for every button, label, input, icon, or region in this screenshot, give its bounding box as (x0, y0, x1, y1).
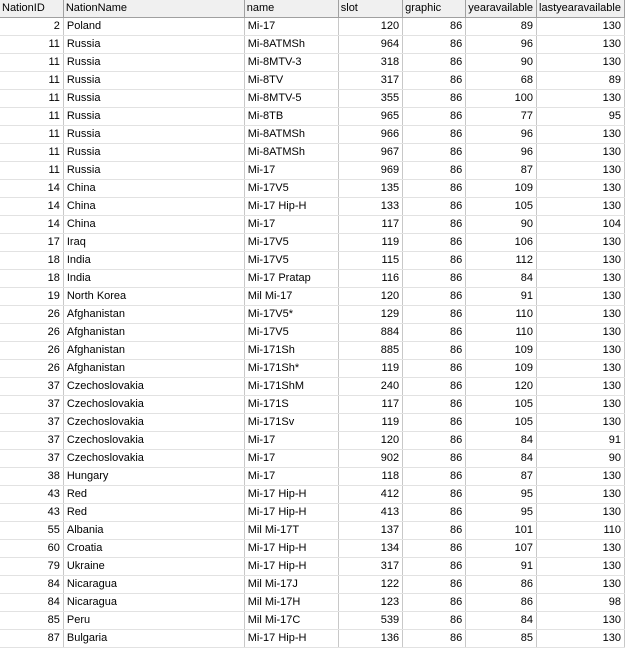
cell-name[interactable]: Mi-17V5 (244, 234, 338, 252)
cell-slot[interactable]: 355 (338, 90, 402, 108)
cell-name[interactable]: Mi-171Sh* (244, 360, 338, 378)
cell-year-available[interactable]: 96 (466, 36, 537, 54)
cell-name[interactable]: Mi-17 Hip-H (244, 504, 338, 522)
cell-last-year-available[interactable]: 130 (537, 18, 625, 36)
cell-name[interactable]: Mil Mi-17H (244, 594, 338, 612)
cell-slot[interactable]: 123 (338, 594, 402, 612)
cell-last-year-available[interactable]: 130 (537, 126, 625, 144)
cell-year-available[interactable]: 106 (466, 234, 537, 252)
cell-slot[interactable]: 317 (338, 72, 402, 90)
cell-name[interactable]: Mi-17 Hip-H (244, 540, 338, 558)
table-row[interactable] (0, 342, 625, 360)
cell-year-available[interactable]: 84 (466, 270, 537, 288)
cell-last-year-available[interactable]: 130 (537, 180, 625, 198)
cell-nation-id[interactable]: 11 (0, 108, 63, 126)
table-row[interactable] (0, 432, 625, 450)
cell-year-available[interactable]: 120 (466, 378, 537, 396)
cell-last-year-available[interactable]: 130 (537, 360, 625, 378)
cell-graphic[interactable]: 86 (403, 288, 466, 306)
cell-graphic[interactable]: 86 (403, 396, 466, 414)
cell-year-available[interactable]: 86 (466, 576, 537, 594)
cell-nation-id[interactable]: 84 (0, 576, 63, 594)
cell-year-available[interactable]: 87 (466, 468, 537, 486)
cell-graphic[interactable]: 86 (403, 270, 466, 288)
cell-year-available[interactable]: 100 (466, 90, 537, 108)
cell-graphic[interactable]: 86 (403, 144, 466, 162)
cell-nation-id[interactable]: 11 (0, 36, 63, 54)
cell-nation-name[interactable]: Czechoslovakia (63, 432, 244, 450)
cell-nation-id[interactable]: 11 (0, 72, 63, 90)
cell-nation-name[interactable]: Albania (63, 522, 244, 540)
cell-name[interactable]: Mi-17V5 (244, 180, 338, 198)
cell-graphic[interactable]: 86 (403, 108, 466, 126)
cell-year-available[interactable]: 109 (466, 360, 537, 378)
cell-nation-id[interactable]: 87 (0, 630, 63, 648)
cell-name[interactable]: Mi-17 Hip-H (244, 198, 338, 216)
cell-graphic[interactable]: 86 (403, 216, 466, 234)
cell-nation-id[interactable]: 37 (0, 396, 63, 414)
table-row[interactable] (0, 540, 625, 558)
cell-last-year-available[interactable]: 130 (537, 270, 625, 288)
cell-nation-name[interactable]: Czechoslovakia (63, 414, 244, 432)
cell-graphic[interactable]: 86 (403, 234, 466, 252)
cell-nation-name[interactable]: Russia (63, 108, 244, 126)
cell-nation-id[interactable]: 43 (0, 504, 63, 522)
cell-nation-name[interactable]: Russia (63, 72, 244, 90)
cell-slot[interactable]: 902 (338, 450, 402, 468)
cell-slot[interactable]: 120 (338, 288, 402, 306)
cell-slot[interactable]: 117 (338, 216, 402, 234)
cell-name[interactable]: Mi-17 (244, 468, 338, 486)
cell-slot[interactable]: 120 (338, 18, 402, 36)
cell-nation-name[interactable]: Nicaragua (63, 594, 244, 612)
grid-header-row (0, 0, 625, 18)
table-row[interactable] (0, 504, 625, 522)
column-header-graphic[interactable]: graphic (403, 0, 466, 18)
table-row[interactable] (0, 522, 625, 540)
cell-slot[interactable]: 116 (338, 270, 402, 288)
cell-nation-name[interactable]: North Korea (63, 288, 244, 306)
table-row[interactable] (0, 558, 625, 576)
table-row[interactable] (0, 90, 625, 108)
cell-slot[interactable]: 135 (338, 180, 402, 198)
cell-graphic[interactable]: 86 (403, 198, 466, 216)
cell-nation-name[interactable]: Croatia (63, 540, 244, 558)
cell-year-available[interactable]: 112 (466, 252, 537, 270)
table-row[interactable] (0, 126, 625, 144)
table-row[interactable] (0, 270, 625, 288)
cell-nation-id[interactable]: 55 (0, 522, 63, 540)
cell-year-available[interactable]: 91 (466, 288, 537, 306)
cell-name[interactable]: Mi-8MTV-3 (244, 54, 338, 72)
cell-last-year-available[interactable]: 130 (537, 198, 625, 216)
cell-year-available[interactable]: 109 (466, 342, 537, 360)
cell-slot[interactable]: 885 (338, 342, 402, 360)
table-row[interactable] (0, 108, 625, 126)
cell-slot[interactable]: 969 (338, 162, 402, 180)
cell-name[interactable]: Mi-8ATMSh (244, 126, 338, 144)
cell-graphic[interactable]: 86 (403, 504, 466, 522)
column-header-year-available[interactable]: yearavailable (466, 0, 537, 18)
cell-nation-name[interactable]: Russia (63, 144, 244, 162)
column-header-nation-name[interactable]: NationName (63, 0, 244, 18)
table-row[interactable] (0, 414, 625, 432)
cell-graphic[interactable]: 86 (403, 450, 466, 468)
table-row[interactable] (0, 198, 625, 216)
cell-last-year-available[interactable]: 89 (537, 72, 625, 90)
cell-graphic[interactable]: 86 (403, 594, 466, 612)
cell-name[interactable]: Mi-17 (244, 216, 338, 234)
cell-name[interactable]: Mi-171ShM (244, 378, 338, 396)
cell-nation-id[interactable]: 85 (0, 612, 63, 630)
table-row[interactable] (0, 252, 625, 270)
cell-name[interactable]: Mil Mi-17C (244, 612, 338, 630)
cell-year-available[interactable]: 90 (466, 54, 537, 72)
table-row[interactable] (0, 72, 625, 90)
cell-last-year-available[interactable]: 130 (537, 162, 625, 180)
cell-nation-name[interactable]: Afghanistan (63, 342, 244, 360)
cell-slot[interactable]: 119 (338, 234, 402, 252)
cell-slot[interactable]: 317 (338, 558, 402, 576)
cell-name[interactable]: Mi-8ATMSh (244, 144, 338, 162)
cell-slot[interactable]: 967 (338, 144, 402, 162)
cell-slot[interactable]: 413 (338, 504, 402, 522)
cell-nation-name[interactable]: Peru (63, 612, 244, 630)
cell-nation-name[interactable]: Ukraine (63, 558, 244, 576)
cell-nation-id[interactable]: 18 (0, 270, 63, 288)
cell-year-available[interactable]: 95 (466, 486, 537, 504)
cell-nation-id[interactable]: 38 (0, 468, 63, 486)
cell-last-year-available[interactable]: 90 (537, 450, 625, 468)
cell-nation-name[interactable]: Afghanistan (63, 324, 244, 342)
column-header-name[interactable]: name (244, 0, 338, 18)
cell-nation-name[interactable]: Afghanistan (63, 306, 244, 324)
cell-name[interactable]: Mi-8TB (244, 108, 338, 126)
cell-slot[interactable]: 965 (338, 108, 402, 126)
cell-year-available[interactable]: 89 (466, 18, 537, 36)
cell-name[interactable]: Mi-171Sv (244, 414, 338, 432)
cell-graphic[interactable]: 86 (403, 522, 466, 540)
cell-year-available[interactable]: 87 (466, 162, 537, 180)
cell-nation-id[interactable]: 26 (0, 306, 63, 324)
cell-nation-id[interactable]: 26 (0, 360, 63, 378)
table-row[interactable] (0, 468, 625, 486)
cell-last-year-available[interactable]: 91 (537, 432, 625, 450)
cell-nation-id[interactable]: 60 (0, 540, 63, 558)
cell-graphic[interactable]: 86 (403, 468, 466, 486)
cell-name[interactable]: Mi-17V5* (244, 306, 338, 324)
cell-last-year-available[interactable]: 130 (537, 612, 625, 630)
cell-nation-id[interactable]: 2 (0, 18, 63, 36)
cell-year-available[interactable]: 68 (466, 72, 537, 90)
cell-graphic[interactable]: 86 (403, 630, 466, 648)
cell-slot[interactable]: 129 (338, 306, 402, 324)
cell-year-available[interactable]: 85 (466, 630, 537, 648)
cell-last-year-available[interactable]: 110 (537, 522, 625, 540)
cell-name[interactable]: Mil Mi-17T (244, 522, 338, 540)
cell-graphic[interactable]: 86 (403, 162, 466, 180)
cell-year-available[interactable]: 101 (466, 522, 537, 540)
cell-nation-name[interactable]: Czechoslovakia (63, 450, 244, 468)
cell-nation-id[interactable]: 37 (0, 432, 63, 450)
column-header-last-year-available[interactable]: lastyearavailable (537, 0, 625, 18)
cell-nation-name[interactable]: Russia (63, 162, 244, 180)
cell-name[interactable]: Mil Mi-17J (244, 576, 338, 594)
cell-name[interactable]: Mi-17 Hip-H (244, 558, 338, 576)
cell-year-available[interactable]: 110 (466, 306, 537, 324)
cell-slot[interactable]: 964 (338, 36, 402, 54)
table-row[interactable] (0, 54, 625, 72)
cell-name[interactable]: Mi-17 (244, 162, 338, 180)
cell-slot[interactable]: 539 (338, 612, 402, 630)
cell-graphic[interactable]: 86 (403, 414, 466, 432)
cell-slot[interactable]: 136 (338, 630, 402, 648)
cell-graphic[interactable]: 86 (403, 540, 466, 558)
cell-graphic[interactable]: 86 (403, 576, 466, 594)
cell-last-year-available[interactable]: 104 (537, 216, 625, 234)
cell-slot[interactable]: 884 (338, 324, 402, 342)
cell-nation-id[interactable]: 37 (0, 414, 63, 432)
table-row[interactable] (0, 576, 625, 594)
table-row[interactable] (0, 450, 625, 468)
cell-last-year-available[interactable]: 130 (537, 234, 625, 252)
cell-year-available[interactable]: 96 (466, 144, 537, 162)
cell-nation-id[interactable]: 37 (0, 378, 63, 396)
table-row[interactable] (0, 144, 625, 162)
cell-name[interactable]: Mi-8MTV-5 (244, 90, 338, 108)
cell-nation-name[interactable]: Russia (63, 36, 244, 54)
cell-nation-name[interactable]: China (63, 216, 244, 234)
cell-last-year-available[interactable]: 130 (537, 144, 625, 162)
cell-last-year-available[interactable]: 130 (537, 342, 625, 360)
cell-name[interactable]: Mi-8TV (244, 72, 338, 90)
cell-name[interactable]: Mi-171S (244, 396, 338, 414)
table-row[interactable] (0, 162, 625, 180)
cell-nation-name[interactable]: India (63, 270, 244, 288)
cell-slot[interactable]: 137 (338, 522, 402, 540)
cell-nation-name[interactable]: Czechoslovakia (63, 378, 244, 396)
table-row[interactable] (0, 18, 625, 36)
cell-nation-name[interactable]: China (63, 180, 244, 198)
table-row[interactable] (0, 324, 625, 342)
table-row[interactable] (0, 612, 625, 630)
cell-graphic[interactable]: 86 (403, 558, 466, 576)
cell-nation-id[interactable]: 14 (0, 180, 63, 198)
cell-nation-name[interactable]: Poland (63, 18, 244, 36)
cell-year-available[interactable]: 105 (466, 198, 537, 216)
cell-nation-name[interactable]: China (63, 198, 244, 216)
cell-last-year-available[interactable]: 130 (537, 36, 625, 54)
cell-year-available[interactable]: 77 (466, 108, 537, 126)
cell-nation-name[interactable]: Russia (63, 54, 244, 72)
cell-last-year-available[interactable]: 130 (537, 576, 625, 594)
cell-year-available[interactable]: 105 (466, 396, 537, 414)
cell-last-year-available[interactable]: 130 (537, 306, 625, 324)
cell-last-year-available[interactable]: 130 (537, 324, 625, 342)
cell-nation-name[interactable]: Russia (63, 126, 244, 144)
cell-nation-id[interactable]: 11 (0, 126, 63, 144)
cell-last-year-available[interactable]: 130 (537, 90, 625, 108)
cell-year-available[interactable]: 84 (466, 450, 537, 468)
cell-year-available[interactable]: 95 (466, 504, 537, 522)
cell-graphic[interactable]: 86 (403, 342, 466, 360)
cell-year-available[interactable]: 84 (466, 432, 537, 450)
cell-nation-id[interactable]: 11 (0, 90, 63, 108)
cell-nation-id[interactable]: 37 (0, 450, 63, 468)
cell-graphic[interactable]: 86 (403, 306, 466, 324)
cell-last-year-available[interactable]: 98 (537, 594, 625, 612)
column-header-slot[interactable]: slot (338, 0, 402, 18)
cell-year-available[interactable]: 96 (466, 126, 537, 144)
cell-nation-id[interactable]: 11 (0, 162, 63, 180)
cell-graphic[interactable]: 86 (403, 180, 466, 198)
cell-slot[interactable]: 134 (338, 540, 402, 558)
cell-year-available[interactable]: 91 (466, 558, 537, 576)
cell-graphic[interactable]: 86 (403, 90, 466, 108)
cell-last-year-available[interactable]: 130 (537, 468, 625, 486)
cell-nation-id[interactable]: 26 (0, 324, 63, 342)
table-row[interactable] (0, 180, 625, 198)
cell-name[interactable]: Mi-17V5 (244, 252, 338, 270)
cell-year-available[interactable]: 90 (466, 216, 537, 234)
cell-graphic[interactable]: 86 (403, 252, 466, 270)
cell-nation-id[interactable]: 11 (0, 54, 63, 72)
cell-graphic[interactable]: 86 (403, 486, 466, 504)
cell-graphic[interactable]: 86 (403, 612, 466, 630)
cell-nation-name[interactable]: India (63, 252, 244, 270)
cell-name[interactable]: Mi-8ATMSh (244, 36, 338, 54)
cell-nation-name[interactable]: Afghanistan (63, 360, 244, 378)
cell-slot[interactable]: 318 (338, 54, 402, 72)
grid-body (0, 18, 625, 648)
cell-name[interactable]: Mi-17V5 (244, 324, 338, 342)
cell-nation-id[interactable]: 17 (0, 234, 63, 252)
cell-name[interactable]: Mi-171Sh (244, 342, 338, 360)
table-row[interactable] (0, 216, 625, 234)
cell-year-available[interactable]: 110 (466, 324, 537, 342)
cell-graphic[interactable]: 86 (403, 54, 466, 72)
cell-slot[interactable]: 966 (338, 126, 402, 144)
cell-nation-id[interactable]: 18 (0, 252, 63, 270)
cell-nation-id[interactable]: 19 (0, 288, 63, 306)
cell-slot[interactable]: 117 (338, 396, 402, 414)
cell-name[interactable]: Mi-17 Hip-H (244, 630, 338, 648)
cell-nation-id[interactable]: 84 (0, 594, 63, 612)
cell-year-available[interactable]: 86 (466, 594, 537, 612)
cell-nation-id[interactable]: 14 (0, 198, 63, 216)
cell-slot[interactable]: 119 (338, 360, 402, 378)
cell-last-year-available[interactable]: 130 (537, 288, 625, 306)
cell-nation-name[interactable]: Hungary (63, 468, 244, 486)
cell-slot[interactable]: 115 (338, 252, 402, 270)
cell-last-year-available[interactable]: 130 (537, 252, 625, 270)
cell-slot[interactable]: 118 (338, 468, 402, 486)
cell-graphic[interactable]: 86 (403, 360, 466, 378)
cell-nation-name[interactable]: Red (63, 504, 244, 522)
cell-graphic[interactable]: 86 (403, 36, 466, 54)
cell-last-year-available[interactable]: 130 (537, 378, 625, 396)
cell-last-year-available[interactable]: 130 (537, 396, 625, 414)
cell-nation-id[interactable]: 79 (0, 558, 63, 576)
cell-slot[interactable]: 240 (338, 378, 402, 396)
cell-graphic[interactable]: 86 (403, 432, 466, 450)
cell-nation-id[interactable]: 14 (0, 216, 63, 234)
cell-name[interactable]: Mi-17 Pratap (244, 270, 338, 288)
cell-slot[interactable]: 133 (338, 198, 402, 216)
cell-graphic[interactable]: 86 (403, 18, 466, 36)
cell-last-year-available[interactable]: 130 (537, 504, 625, 522)
cell-last-year-available[interactable]: 130 (537, 540, 625, 558)
cell-year-available[interactable]: 107 (466, 540, 537, 558)
cell-slot[interactable]: 120 (338, 432, 402, 450)
cell-name[interactable]: Mi-17 (244, 18, 338, 36)
cell-slot[interactable]: 119 (338, 414, 402, 432)
cell-name[interactable]: Mi-17 (244, 432, 338, 450)
cell-nation-name[interactable]: Bulgaria (63, 630, 244, 648)
cell-nation-id[interactable]: 26 (0, 342, 63, 360)
cell-last-year-available[interactable]: 130 (537, 54, 625, 72)
cell-graphic[interactable]: 86 (403, 324, 466, 342)
cell-nation-name[interactable]: Czechoslovakia (63, 396, 244, 414)
cell-last-year-available[interactable]: 130 (537, 414, 625, 432)
cell-slot[interactable]: 122 (338, 576, 402, 594)
cell-last-year-available[interactable]: 130 (537, 558, 625, 576)
cell-nation-name[interactable]: Nicaragua (63, 576, 244, 594)
cell-nation-name[interactable]: Iraq (63, 234, 244, 252)
cell-nation-name[interactable]: Russia (63, 90, 244, 108)
table-row[interactable] (0, 396, 625, 414)
cell-nation-id[interactable]: 43 (0, 486, 63, 504)
cell-slot[interactable]: 412 (338, 486, 402, 504)
cell-graphic[interactable]: 86 (403, 72, 466, 90)
cell-nation-id[interactable]: 11 (0, 144, 63, 162)
cell-last-year-available[interactable]: 130 (537, 630, 625, 648)
cell-year-available[interactable]: 84 (466, 612, 537, 630)
table-row[interactable] (0, 234, 625, 252)
cell-nation-name[interactable]: Red (63, 486, 244, 504)
column-header-nation-id[interactable]: NationID (0, 0, 63, 18)
cell-name[interactable]: Mil Mi-17 (244, 288, 338, 306)
cell-name[interactable]: Mi-17 (244, 450, 338, 468)
table-row[interactable] (0, 594, 625, 612)
table-row[interactable] (0, 306, 625, 324)
cell-last-year-available[interactable]: 95 (537, 108, 625, 126)
cell-year-available[interactable]: 105 (466, 414, 537, 432)
cell-last-year-available[interactable]: 130 (537, 486, 625, 504)
cell-graphic[interactable]: 86 (403, 126, 466, 144)
table-row[interactable] (0, 288, 625, 306)
cell-name[interactable]: Mi-17 Hip-H (244, 486, 338, 504)
table-row[interactable] (0, 378, 625, 396)
table-row[interactable] (0, 36, 625, 54)
cell-year-available[interactable]: 109 (466, 180, 537, 198)
cell-graphic[interactable]: 86 (403, 378, 466, 396)
table-row[interactable] (0, 360, 625, 378)
table-row[interactable] (0, 486, 625, 504)
